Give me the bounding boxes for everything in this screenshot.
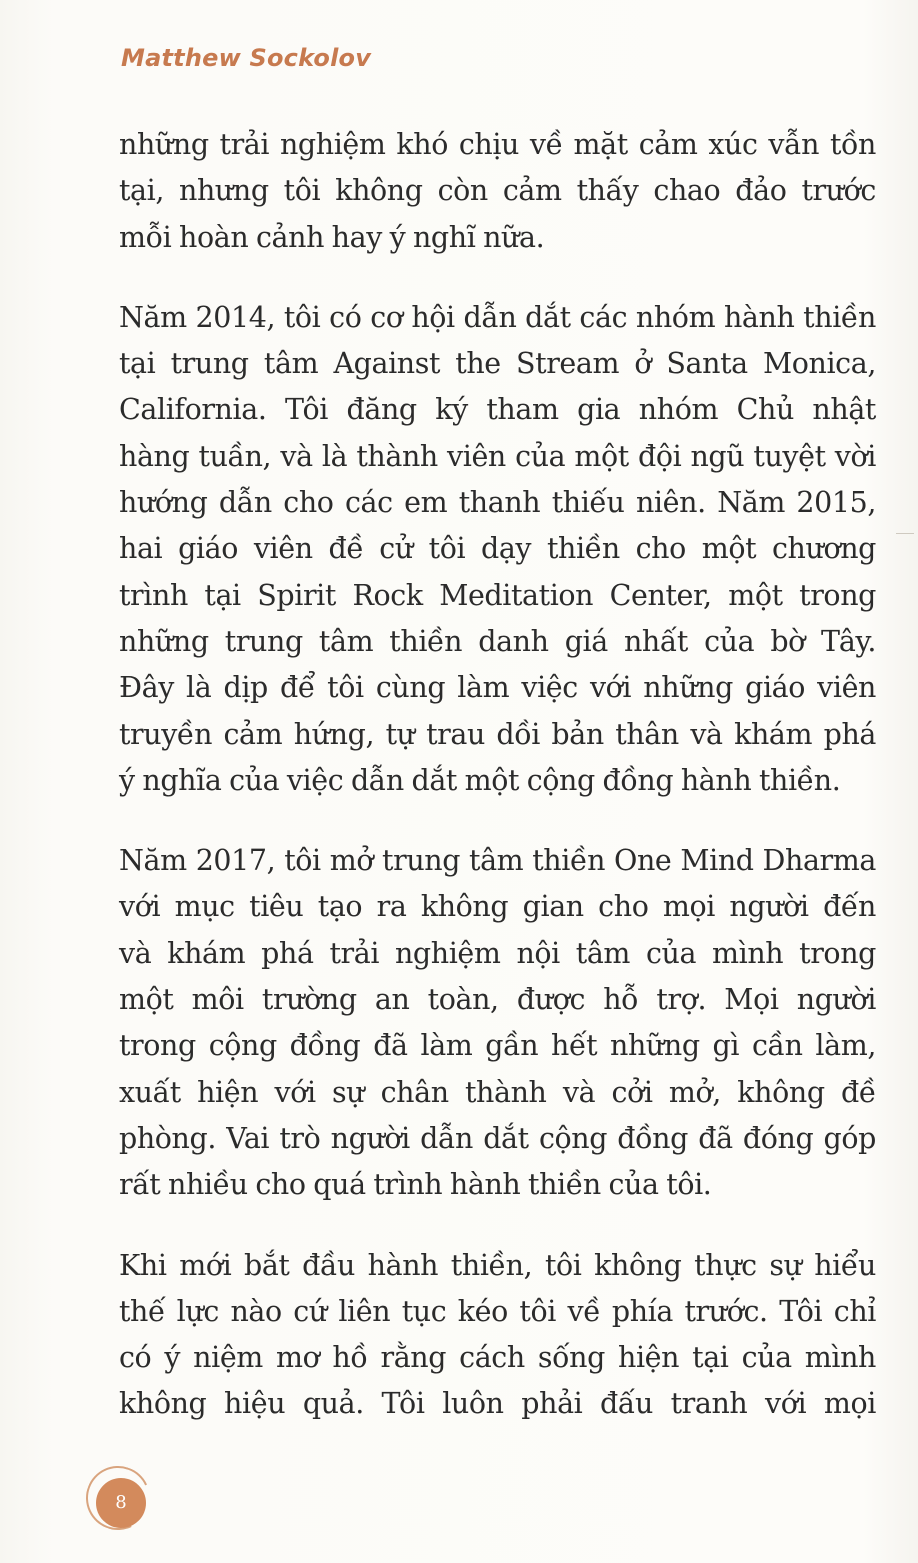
text-line: Năm 2014, tôi có cơ hội dẫn dắt các nhóm hành thiền (119, 300, 876, 334)
text-line: rất nhiều cho quá trình hành thiền của tôi. (119, 1168, 712, 1202)
page-number: 8 (96, 1478, 146, 1528)
running-head-author: Matthew Sockolov (121, 44, 372, 72)
paragraph-1 (119, 122, 876, 261)
text-line: hướng dẫn cho các em thanh thiếu niên. Năm 2015, (119, 486, 876, 520)
text-line: ý nghĩa của việc dẫn dắt một cộng đồng hành thiền. (119, 763, 841, 797)
text-line: phòng. Vai trò người dẫn dắt cộng đồng đã đóng góp (119, 1121, 876, 1155)
text-line: xuất hiện với sự chân thành và cởi mở, không đề (119, 1075, 876, 1109)
text-line: trong cộng đồng đã làm gần hết những gì cần làm, (119, 1029, 876, 1063)
text-line: hai giáo viên đề cử tôi dạy thiền cho một chương (119, 532, 876, 566)
text-line: trình tại Spirit Rock Meditation Center, một trong (119, 578, 876, 612)
text-line: mỗi hoàn cảnh hay ý nghĩ nữa. (119, 220, 545, 254)
text-line: hàng tuần, và là thành viên của một đội ngũ tuyệt vời (119, 439, 876, 473)
text-line: tại, nhưng tôi không còn cảm thấy chao đảo trước (119, 174, 876, 208)
text-line: có ý niệm mơ hồ rằng cách sống hiện tại của mình (119, 1341, 876, 1375)
text-line: California. Tôi đăng ký tham gia nhóm Chủ nhật (119, 393, 876, 427)
text-line: thế lực nào cứ liên tục kéo tôi về phía trước. Tôi chỉ (119, 1294, 876, 1328)
text-line: những trải nghiệm khó chịu về mặt cảm xúc vẫn tồn (119, 128, 876, 161)
text-line: một môi trường an toàn, được hỗ trợ. Mọi người (119, 983, 876, 1017)
paragraph-3 (119, 838, 876, 1208)
body-text (119, 122, 876, 1462)
text-line: những trung tâm thiền danh giá nhất của bờ Tây. (119, 624, 876, 658)
paragraph-4 (119, 1243, 876, 1428)
page-edge-mark (896, 533, 914, 534)
text-line: Đây là dịp để tôi cùng làm việc với những giáo viên (119, 671, 876, 705)
text-line: và khám phá trải nghiệm nội tâm của mình trong (119, 936, 876, 970)
text-line: với mục tiêu tạo ra không gian cho mọi người đến (119, 890, 876, 924)
paragraph-2 (119, 295, 876, 804)
text-line: Khi mới bắt đầu hành thiền, tôi không thực sự hiểu (119, 1248, 876, 1282)
text-line: Năm 2017, tôi mở trung tâm thiền One Mind Dharma (119, 844, 876, 878)
text-line: truyền cảm hứng, tự trau dồi bản thân và khám phá (119, 717, 876, 751)
text-line: tại trung tâm Against the Stream ở Santa Monica, (119, 347, 876, 381)
text-line: không hiệu quả. Tôi luôn phải đấu tranh với mọi (119, 1387, 876, 1421)
page-number-badge (86, 1466, 150, 1530)
